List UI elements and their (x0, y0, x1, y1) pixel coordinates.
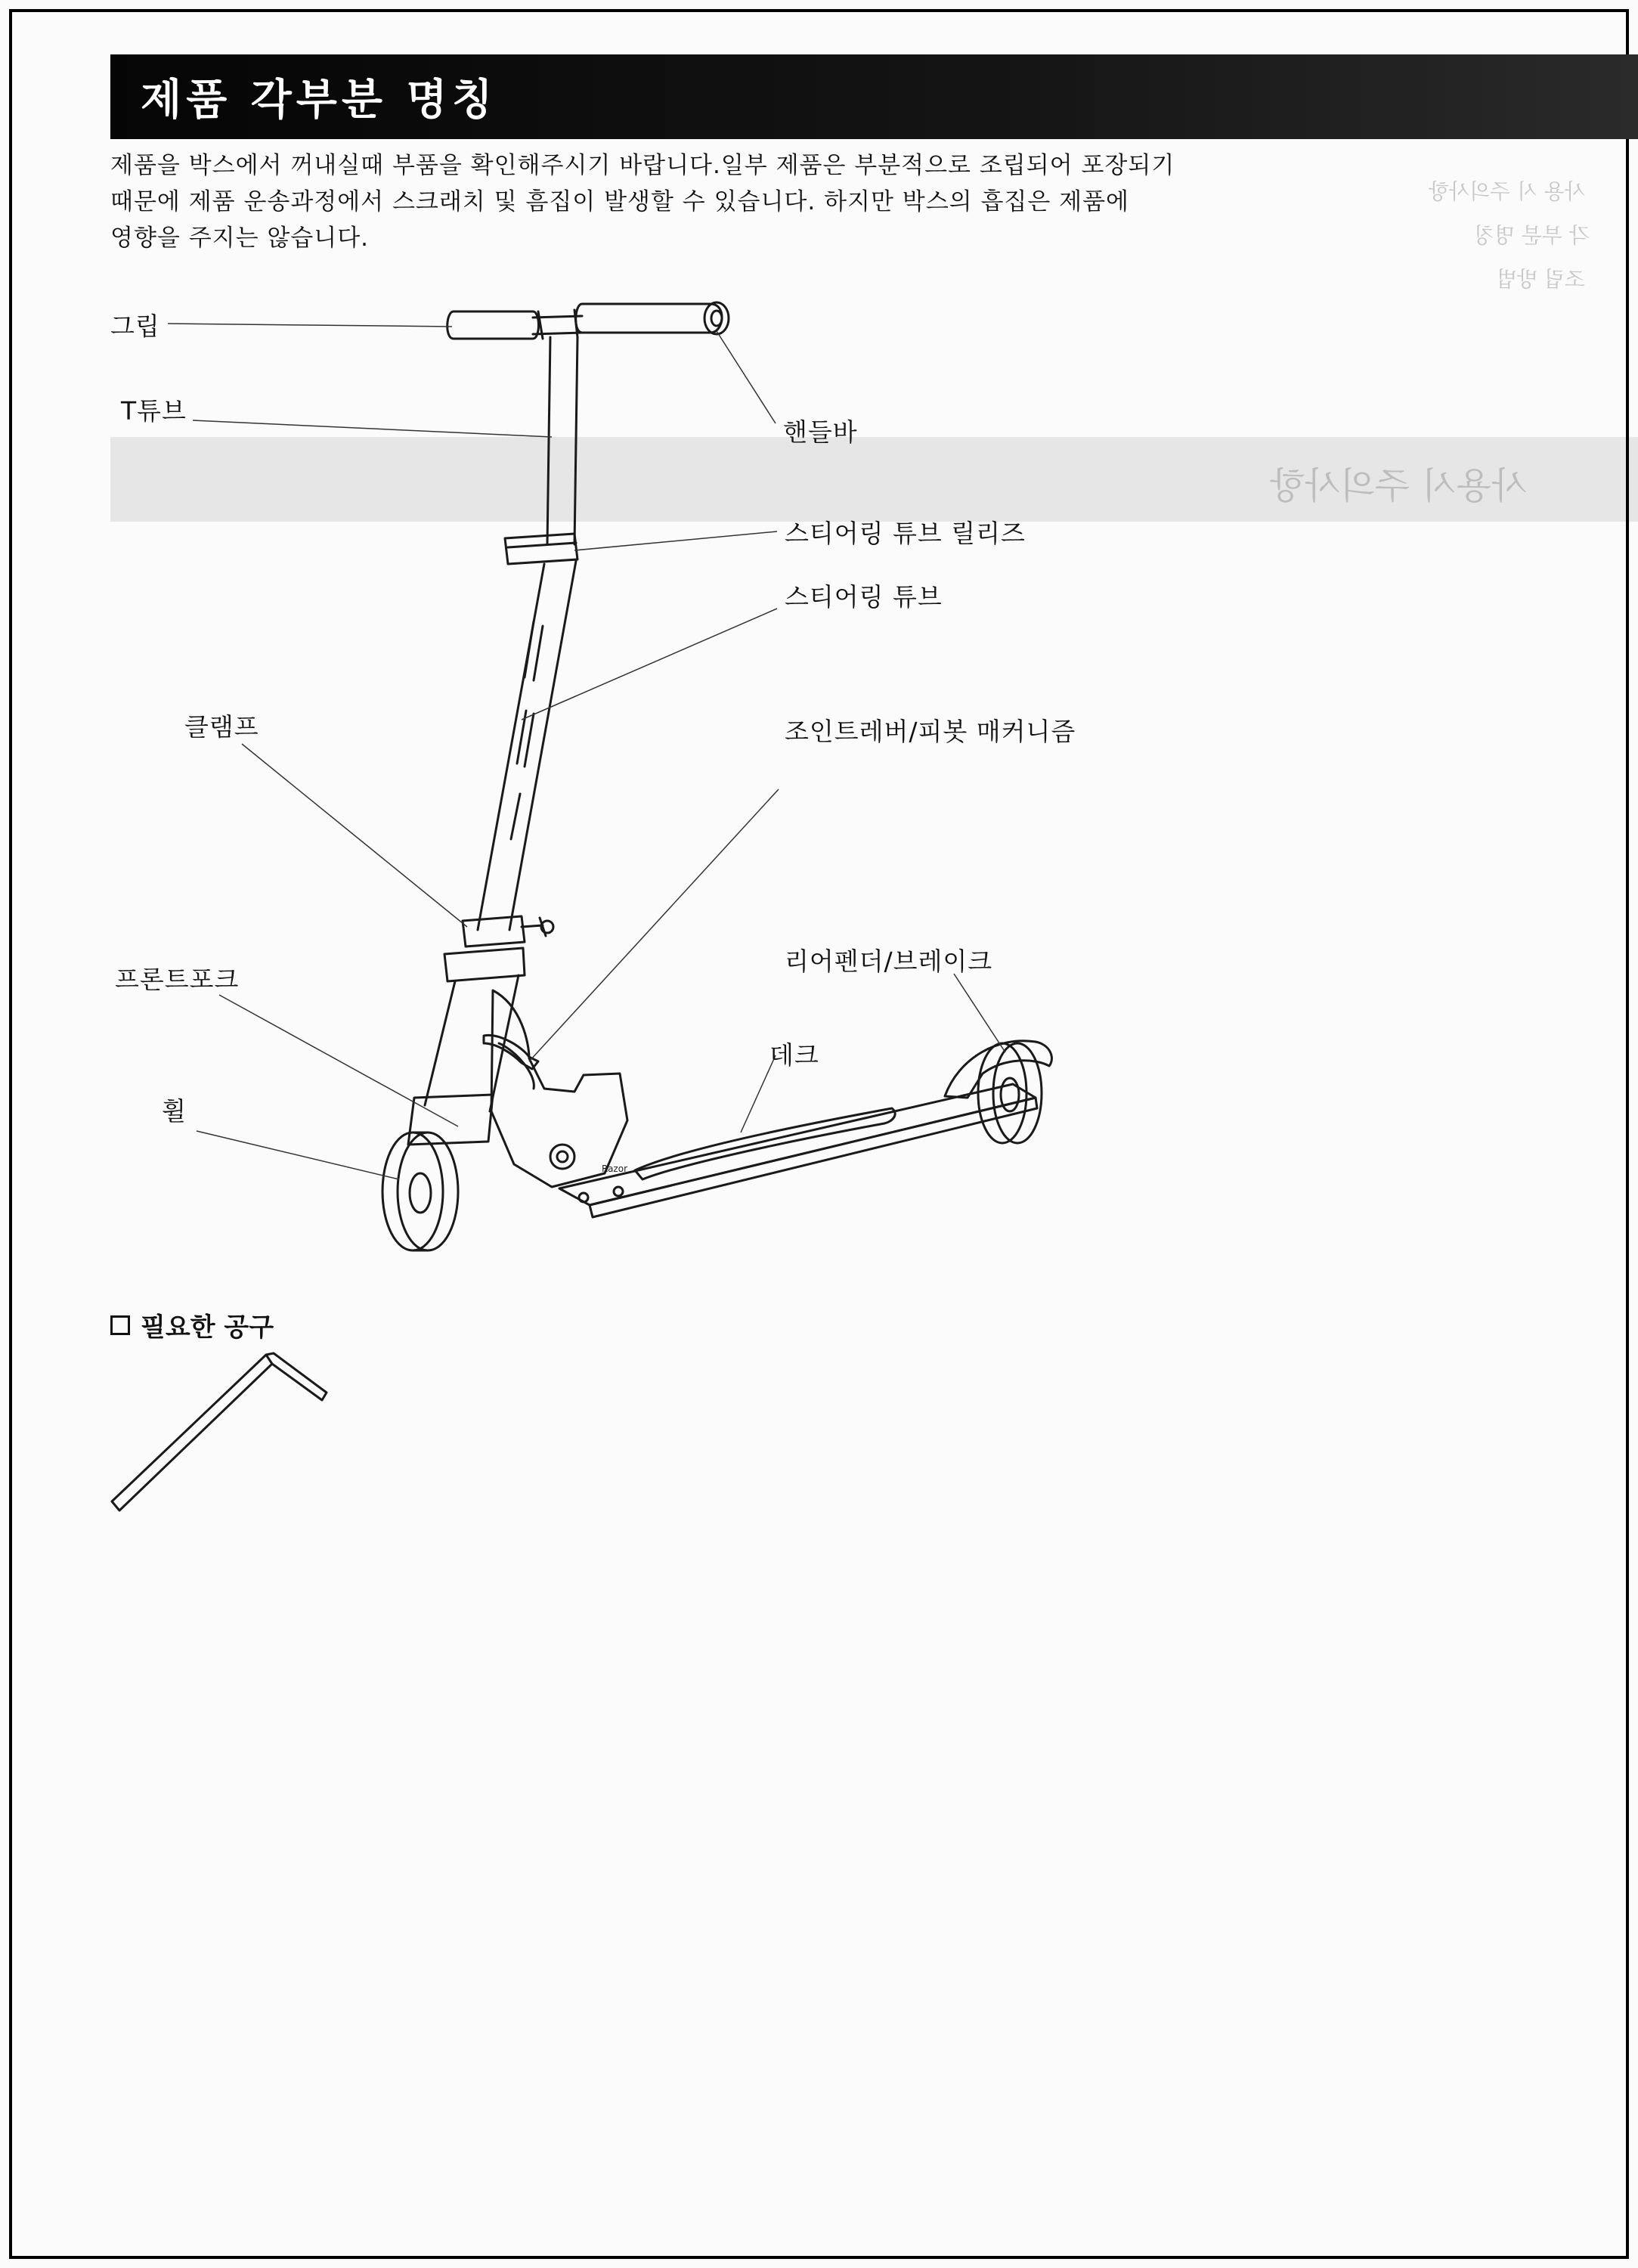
pivot-block (491, 990, 627, 1187)
leader-handlebar (717, 331, 776, 423)
label-t-tube: T튜브 (121, 396, 187, 426)
show-through-section-title: 사용시 주의사항 (1270, 465, 1527, 507)
leader-rear-fender (954, 974, 1005, 1052)
label-front-fork: 프론트포크 (115, 965, 240, 994)
label-grip: 그립 (110, 311, 160, 341)
show-through-toc-1: 사용 시 주의사항 (1429, 179, 1586, 204)
leader-clamp (242, 744, 467, 927)
rear-fender (945, 1041, 1051, 1098)
label-deck: 데크 (769, 1040, 819, 1070)
intro-line-1: 제품을 박스에서 꺼내실때 부품을 확인해주시기 바랍니다.일부 제품은 부분적으로 조립되어 포장되기 (110, 152, 1175, 179)
intro-line-3: 영향을 주지는 않습니다. (110, 225, 370, 252)
clamp-ring (463, 916, 525, 947)
leader-t-tube (193, 420, 552, 437)
intro-line-2: 때문에 제품 운송과정에서 스크래치 및 흠집이 발생할 수 있습니다. 하지만 박스의 흡집은 제품에 (110, 188, 1129, 215)
front-wheel (382, 1132, 443, 1250)
leader-wheel (197, 1131, 399, 1179)
leader-grip (168, 324, 452, 327)
leader-joint-lever (529, 789, 779, 1061)
release-collar (505, 534, 577, 564)
show-through-toc-3: 조립 방법 (1497, 267, 1586, 292)
checkbox-icon (110, 1315, 130, 1335)
tools-section-title (110, 1306, 274, 1343)
hex-key-icon (112, 1353, 327, 1510)
product-brand-text: Razor (602, 1163, 628, 1174)
label-joint-lever: 조인트레버/피봇 매커니즘 (785, 717, 1076, 746)
label-wheel: 휠 (162, 1096, 187, 1126)
deck-top (559, 1084, 1036, 1205)
right-grip (576, 304, 722, 333)
label-steering-tube-release: 스티어링 튜브 릴리즈 (785, 519, 1026, 548)
show-through-toc-2: 각 부분 명칭 (1474, 223, 1590, 248)
page-title: 제품 각부분 명칭 (141, 76, 497, 125)
label-rear-fender: 리어펜더/브레이크 (785, 947, 993, 976)
label-handlebar: 핸들바 (783, 417, 858, 447)
label-clamp: 클램프 (184, 712, 259, 742)
leader-steering-release (574, 531, 777, 550)
deck-logo-oval (635, 1108, 895, 1179)
tools-title-text: 필요한 공구 (141, 1312, 274, 1343)
label-steering-tube: 스티어링 튜브 (785, 582, 943, 612)
leader-front-fork (219, 995, 458, 1126)
leader-steering-tube (522, 609, 777, 720)
left-grip (447, 311, 539, 339)
